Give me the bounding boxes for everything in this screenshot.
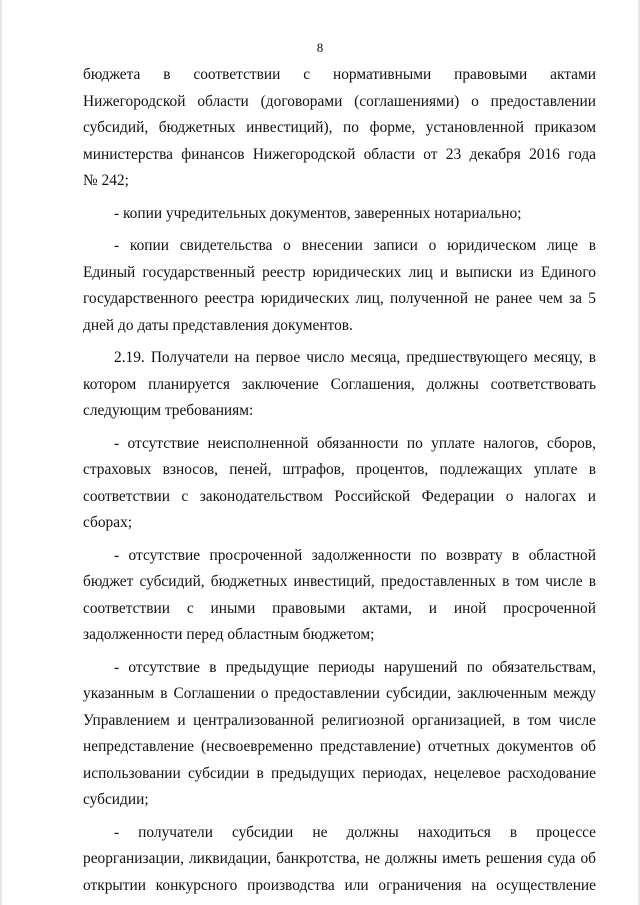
text-line: - отсутствие неисполненной обязанности по уплате налогов, сборов, bbox=[114, 434, 596, 452]
text-line: государственного реестра юридических лиц, полученной не ранее чем за 5 bbox=[83, 290, 596, 307]
paragraph-registry-certificate bbox=[83, 233, 596, 339]
text-line: Единый государственный реестр юридических лиц и выписки из Единого bbox=[83, 263, 596, 281]
text-line: - копии учредительных документов, заверенных нотариально; bbox=[114, 204, 522, 222]
text-line: задолженности перед областным бюджетом; bbox=[83, 626, 375, 643]
paragraph-budget-acts bbox=[83, 62, 596, 195]
document-body bbox=[83, 62, 596, 899]
text-line: Управлением и централизованной религиозной организацией, в том числе bbox=[83, 711, 596, 729]
text-line: министерства финансов Нижегородской области от 23 декабря 2016 года bbox=[83, 145, 596, 163]
text-line: бюджета в соответствии с нормативными правовыми актами bbox=[83, 66, 596, 83]
text-line: следующим требованиям: bbox=[83, 402, 254, 419]
text-line: соответствии с иными правовыми актами, и иной просроченной bbox=[83, 599, 596, 617]
text-line: открытии конкурсного производства или ограничения на осуществление bbox=[83, 876, 596, 894]
text-line: сборах; bbox=[83, 514, 133, 531]
text-line: котором планируется заключение Соглашения, должны соответствовать bbox=[83, 375, 596, 393]
text-line: - получатели субсидии не должны находиться в процессе bbox=[114, 823, 596, 841]
text-line: - отсутствие в предыдущие периоды нарушений по обязательствам, bbox=[114, 658, 596, 676]
text-line: 2.19. Получатели на первое число месяца, предшествующего месяцу, в bbox=[114, 349, 596, 366]
text-line: - копии свидетельства о внесении записи о юридическом лице в bbox=[114, 237, 596, 254]
page-number: 8 bbox=[316, 40, 324, 55]
text-line: непредставление (несвоевременно представление) отчетных документов об bbox=[83, 738, 596, 755]
paragraph-section-2-19 bbox=[83, 345, 596, 425]
scan-edge-left bbox=[0, 0, 2, 905]
text-line: соответствии с законодательством Российской Федерации о налогах и bbox=[83, 487, 596, 505]
text-line: Нижегородской области (договорами (соглашениями) о предоставлении bbox=[83, 92, 596, 110]
paragraph-founding-documents bbox=[83, 201, 596, 228]
text-line: использовании субсидии в предыдущих периодах, нецелевое расходование bbox=[83, 764, 596, 782]
text-line: субсидий, бюджетных инвестиций), по форме, установленной приказом bbox=[83, 119, 596, 136]
text-line: - отсутствие просроченной задолженности по возврату в областной bbox=[114, 546, 596, 564]
text-line: субсидии; bbox=[83, 791, 149, 808]
paragraph-overdue-debt bbox=[83, 543, 596, 649]
text-line: реорганизации, ликвидации, банкротства, не должны иметь решения суда об bbox=[83, 850, 596, 867]
paragraph-tax-obligations bbox=[83, 431, 596, 537]
text-line: бюджет субсидий, бюджетных инвестиций, предоставленных в том числе в bbox=[83, 573, 596, 590]
paragraph-reorganization bbox=[83, 820, 596, 900]
text-line: указанным в Соглашении о предоставлении субсидии, заключенным между bbox=[83, 685, 596, 702]
text-line: страховых взносов, пеней, штрафов, процентов, подлежащих уплате в bbox=[83, 461, 596, 478]
paragraph-prior-violations bbox=[83, 655, 596, 814]
text-line: дней до даты представления документов. bbox=[83, 316, 353, 334]
text-line: № 242; bbox=[83, 172, 129, 189]
